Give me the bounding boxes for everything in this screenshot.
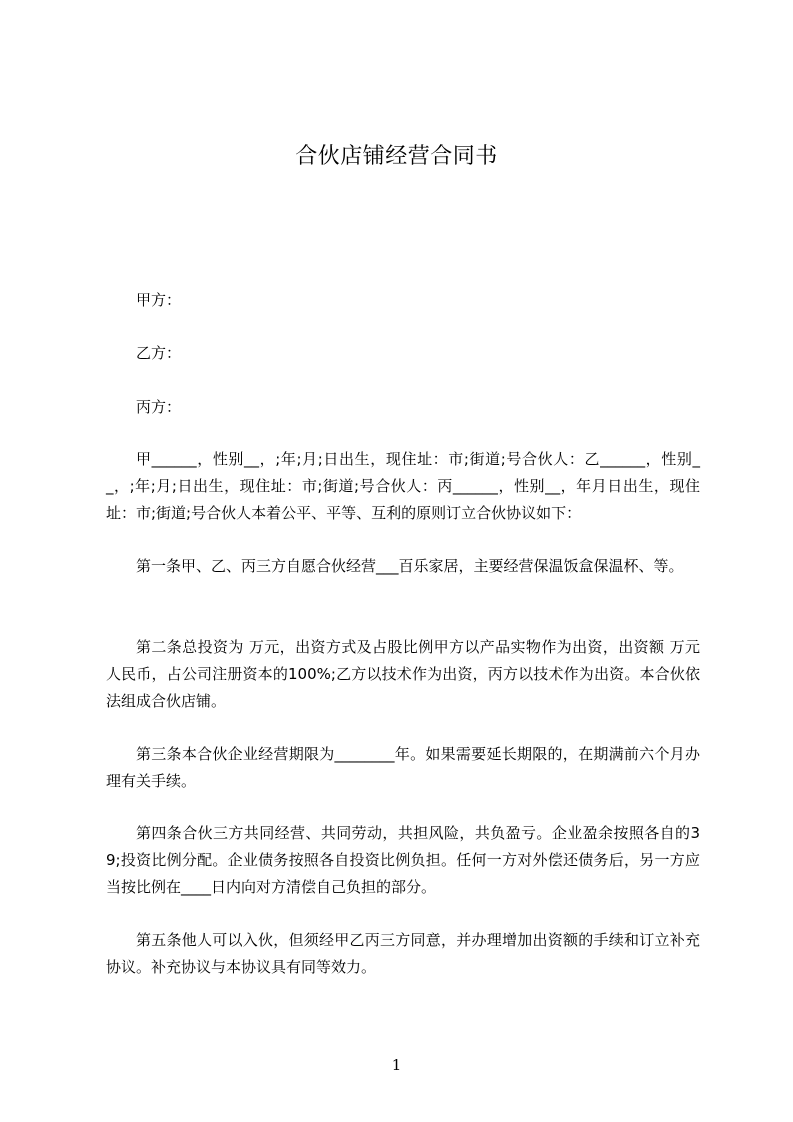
article-1-paragraph: 第一条甲、乙、丙三方自愿合伙经营___百乐家居，主要经营保温饭盒保温杯、等。 — [136, 557, 684, 575]
partners-info-paragraph: 甲______，性别__，;年;月;日出生，现住址：市;街道;号合伙人：乙______，性别__，;年;月;日出生，现住址：市;街道;号合伙人：丙______，性别__，年月日出生，现住址：市;街道;号合伙人本着公平、平等、互利的原则订立合伙协议如下： — [106, 450, 700, 522]
party-b-line: 乙方： — [136, 344, 182, 362]
party-a-line: 甲方： — [136, 291, 182, 309]
page-number: 1 — [391, 1056, 402, 1074]
document-title: 合伙店铺经营合同书 — [295, 144, 498, 169]
article-2-paragraph: 第二条总投资为 万元，出资方式及占股比例甲方以产品实物作为出资，出资额 万元人民币，占公司注册资本的100%;乙方以技术作为出资，丙方以技术作为出资。本合伙依法组成合伙店铺。 — [106, 638, 700, 710]
article-5-paragraph: 第五条他人可以入伙，但须经甲乙丙三方同意，并办理增加出资额的手续和订立补充协议。补充协议与本协议具有同等效力。 — [106, 931, 700, 976]
party-c-line: 丙方： — [136, 398, 182, 416]
article-4-paragraph: 第四条合伙三方共同经营、共同劳动，共担风险，共负盈亏。企业盈余按照各自的39;投资比例分配。企业债务按照各自投资比例负担。任何一方对外偿还债务后，另一方应当按比例在____日内向对方清偿自己负担的部分。 — [106, 824, 700, 896]
article-3-paragraph: 第三条本合伙企业经营期限为________年。如果需要延长期限的，在期满前六个月办理有关手续。 — [106, 745, 700, 790]
